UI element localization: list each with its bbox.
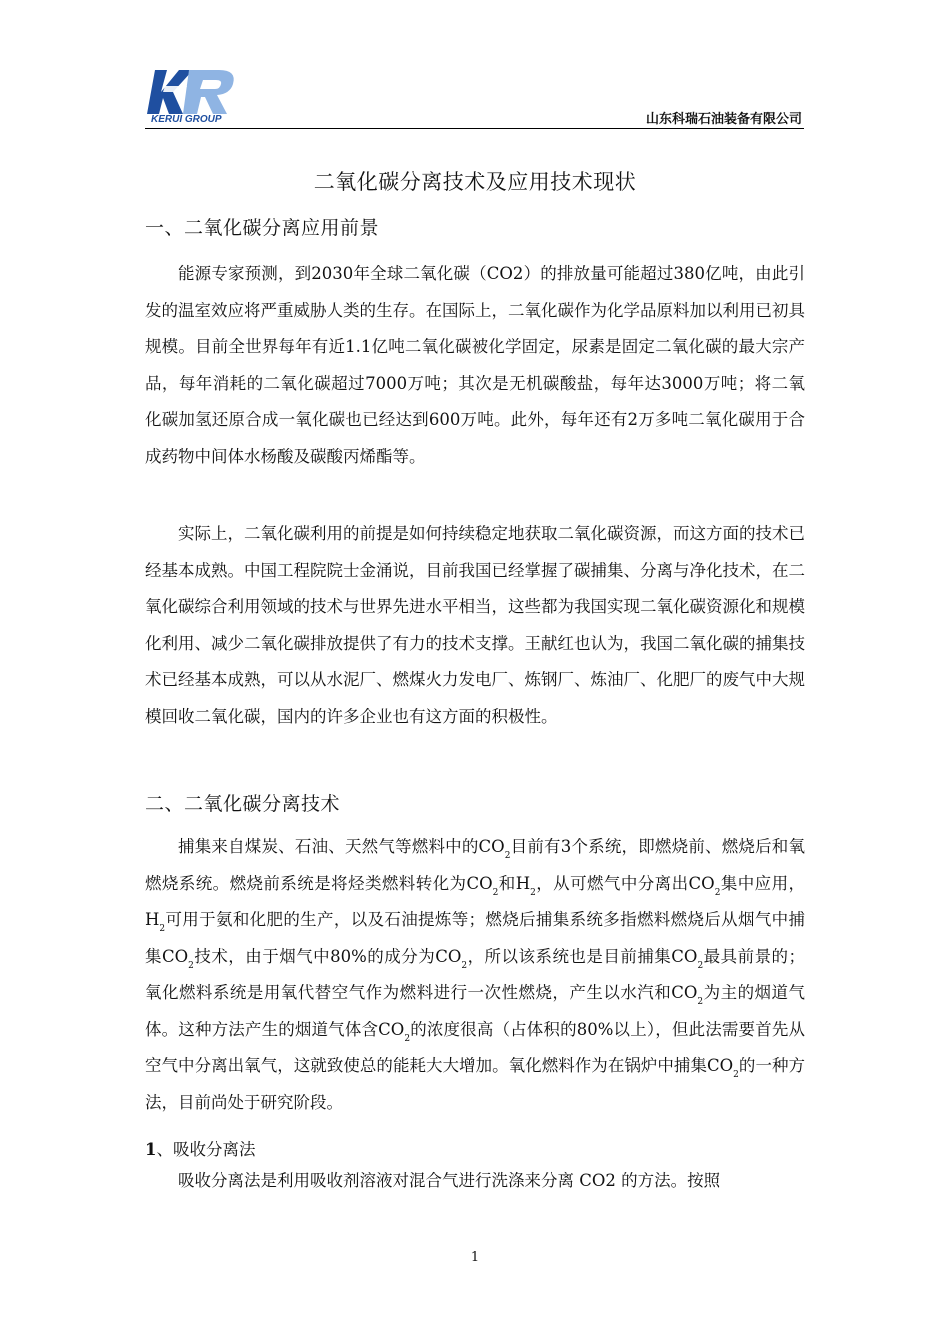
text-segment: 集中应用，H bbox=[145, 873, 806, 929]
subscript: 2 bbox=[404, 1033, 411, 1044]
subscript: 2 bbox=[159, 924, 166, 934]
document-title: 二氧化碳分离技术及应用技术现状 bbox=[313, 170, 637, 194]
text-segment: 为主的烟道气体。这种方法产生的烟道气体含CO bbox=[145, 983, 805, 1039]
kerui-logo bbox=[145, 62, 245, 124]
text-segment: 的一种方法，目前尚处于研究阶段。 bbox=[145, 1056, 806, 1112]
section1-paragraph-2: 实际上，二氧化碳利用的前提是如何持续稳定地获取二氧化碳资源，而这方面的技术已经基本成熟。中国工程院院士金涌说，目前我国已经掌握了碳捕集、分离与净化技术，在二氧化碳综合利用领域的技术与世界先进水平相当，这些都为我国实现二氧化碳资源化和规模化利用、减少二氧化碳排放提供了有力的技术支撑。王献红也认为，我国二氧化碳的捕集技术已经基本成熟，可以从水泥厂、燃煤火力发电厂、炼钢厂、炼油厂、化肥厂的废气中大规模回收二氧化碳，国内的许多企业也有这方面的积极性。 bbox=[145, 524, 805, 726]
section1-heading: 一、二氧化碳分离应用前景 bbox=[145, 217, 380, 239]
section2-paragraph-1 bbox=[145, 829, 805, 1121]
subsection-label: 、吸收分离法 bbox=[156, 1140, 256, 1159]
section1-paragraph-1: 能源专家预测，到2030年全球二氧化碳（CO2）的排放量可能超过380亿吨，由此引发的温室效应将严重威胁人类的生存。在国际上，二氧化碳作为化学品原料加以利用已初具规模。目前全世界每年有近1.1亿吨二氧化碳被化学固定，尿素是固定二氧化碳的最大宗产品，每年消耗的二氧化碳超过7000万吨；其次是无机碳酸盐，每年达3000万吨；将二氧化碳加氢还原合成一氧化碳也已经达到600万吨。此外，每年还有2万多吨二氧化碳用于合成药物中间体水杨酸及碳酸丙烯酯等。 bbox=[145, 264, 805, 466]
subscript: 2 bbox=[714, 887, 721, 898]
text-segment: 可用于氨和化肥的生产，以及石油提炼等；燃烧后捕集系统多指燃料燃烧后从烟气中捕集CO bbox=[145, 910, 805, 966]
subsection1-heading bbox=[145, 1136, 255, 1160]
subscript: 2 bbox=[697, 960, 704, 971]
subscript: 2 bbox=[492, 887, 499, 898]
subscript: 2 bbox=[504, 851, 511, 861]
text-segment: 的浓度很高（占体积的80%以上），但此法需要首先从空气中分离出氧气，这就致使总的能耗大大增加。氧化燃料作为在锅炉中捕集CO bbox=[145, 1019, 805, 1075]
subscript: 2 bbox=[461, 960, 468, 971]
subscript: 2 bbox=[530, 887, 536, 898]
subsection1-paragraph: 吸收分离法是利用吸收剂溶液对混合气进行洗涤来分离 CO2 的方法。按照 bbox=[178, 1171, 721, 1190]
text-segment: ，所以该系统也是目前捕集CO bbox=[467, 946, 698, 966]
subscript: 2 bbox=[188, 960, 194, 971]
logo-subtext: KERUI GROUP bbox=[151, 114, 222, 124]
text-segment: 最具前景的；氧化燃料系统是用氧代替空气作为燃料进行一次性燃烧，产生以水汽和CO bbox=[145, 946, 806, 1002]
subscript: 2 bbox=[733, 1070, 739, 1080]
section2-heading: 二、二氧化碳分离技术 bbox=[145, 793, 341, 815]
text-segment: ，从可燃气中分离出CO bbox=[535, 873, 715, 893]
page-number: 1 bbox=[470, 1250, 480, 1265]
company-name: 山东科瑞石油装备有限公司 bbox=[645, 112, 802, 127]
text-segment: 和H bbox=[498, 873, 531, 893]
subscript: 2 bbox=[697, 997, 704, 1007]
header-rule bbox=[145, 128, 804, 129]
text-segment: 捕集来自煤炭、石油、天然气等燃料中的CO bbox=[178, 837, 505, 856]
subsection-number: 1 bbox=[145, 1140, 157, 1159]
logo-mark bbox=[147, 70, 234, 114]
text-segment: 技术，由于烟气中80%的成分为CO bbox=[193, 946, 462, 966]
text-segment: 目前有3个系统，即燃烧前、燃烧后和氧燃烧系统。燃烧前系统是将烃类燃料转化为CO bbox=[145, 837, 806, 893]
